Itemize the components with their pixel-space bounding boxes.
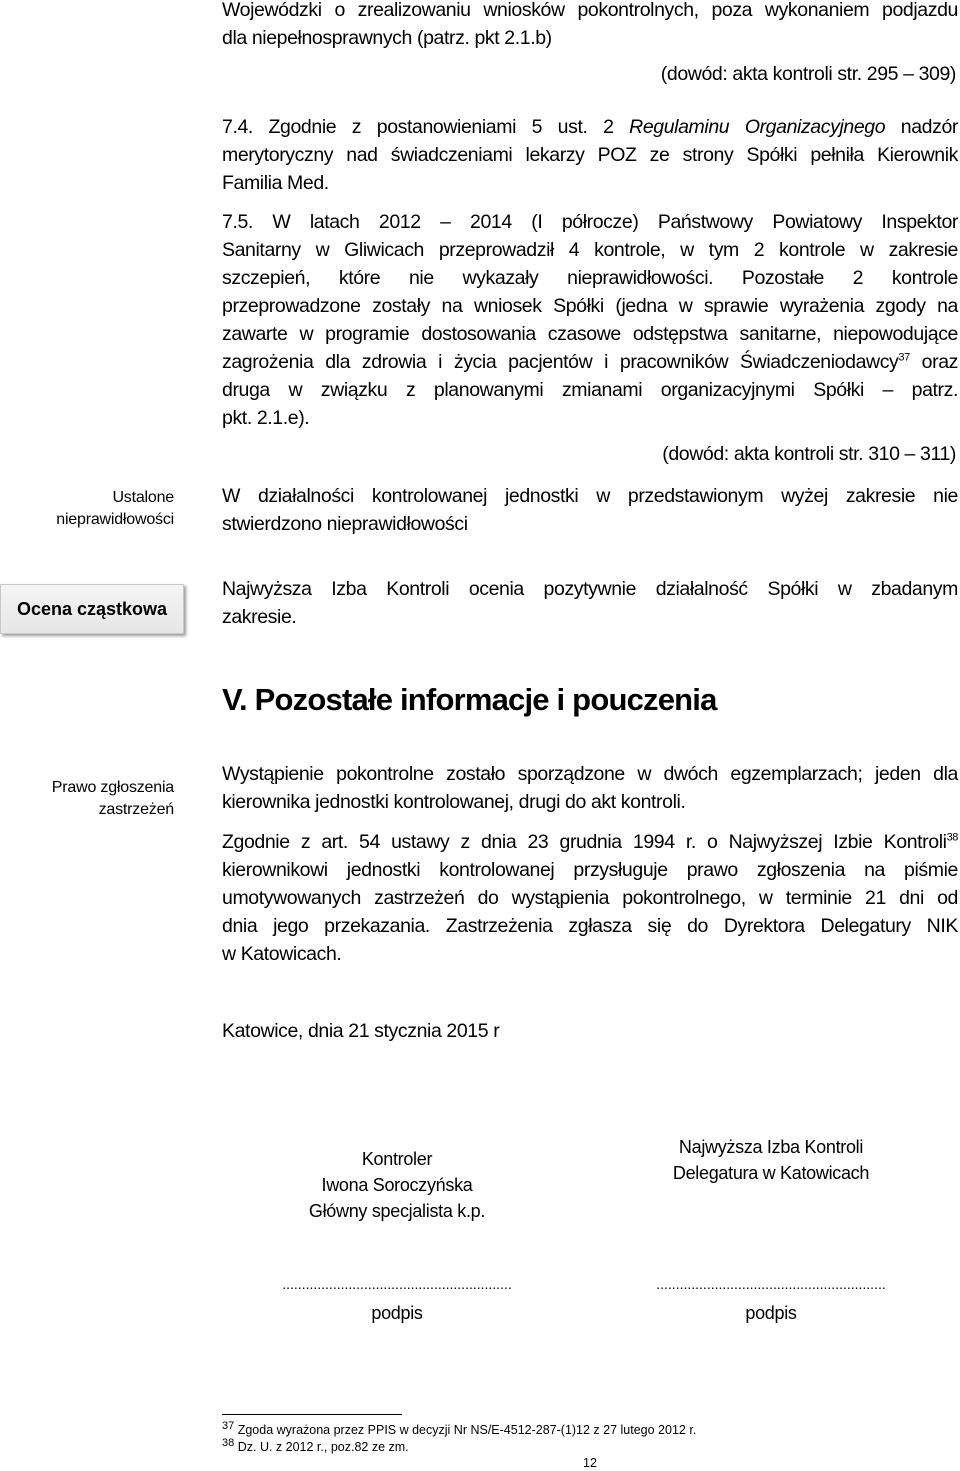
intro-line-1: Wojewódzki o zrealizowaniu wniosków pokontrolnych, poza wykonaniem podjazdu	[222, 0, 958, 21]
signature-caption-left: podpis	[371, 1303, 423, 1323]
footnote-separator	[222, 1414, 402, 1415]
footnote-ref-37: 37	[898, 351, 910, 364]
section5-paragraph-1	[222, 760, 958, 816]
signature-block-left	[256, 1146, 538, 1224]
p75-line-6: zagrożenia dla zdrowia i życia pacjentów i pracowników Świadczeniodawcy$^{37}$ oraz	[222, 351, 958, 373]
assessment-paragraph	[222, 575, 958, 631]
signer-role: Kontroler	[361, 1149, 433, 1169]
page-number: 12	[583, 1456, 597, 1470]
signature-line-right: ...........................................................	[656, 1276, 886, 1292]
signer-name: Iwona Soroczyńska	[321, 1175, 473, 1195]
signature-block-right	[630, 1134, 912, 1186]
signer-title: Główny specjalista k.p.	[308, 1201, 486, 1221]
s5p2-line-3: umotywowanych zastrzeżeń do wystąpienia pokontrolnego, w terminie 21 dni od	[222, 887, 958, 909]
p75-line-1: 7.5. W latach 2012 – 2014 (I półrocze) Państwowy Powiatowy Inspektor	[222, 211, 958, 233]
footnote-38: $^{38}$ Dz. U. z 2012 r., poz.82 ze zm.	[222, 1436, 409, 1454]
org-unit: Delegatura w Katowicach	[672, 1163, 870, 1183]
s5p2-line-5: w Katowicach.	[222, 943, 342, 965]
assessment-line-2: zakresie.	[222, 606, 297, 628]
p75-line-7: druga w związku z planowanymi zmianami organizacyjnymi Spółki – patrz.	[222, 379, 958, 401]
p74-line-2: merytoryczny nad świadczeniami lekarzy POZ ze strony Spółki pełniła Kierownik	[222, 144, 958, 166]
place-date: Katowice, dnia 21 stycznia 2015 r	[222, 1020, 500, 1042]
side-label-irregularities: Ustalone nieprawidłowości	[56, 489, 174, 528]
intro-line-2: dla niepełnosprawnych (patrz. pkt 2.1.b)	[222, 27, 552, 49]
s5p2-line-2: kierownikowi jednostki kontrolowanej przysługuje prawo zgłoszenia na piśmie	[222, 859, 958, 881]
p74-line-3: Familia Med.	[222, 172, 329, 194]
evidence-note-1: (dowód: akta kontroli str. 295 – 309)	[660, 63, 956, 85]
p75-line-4: przeprowadzone zostały na wniosek Spółki (jedna w sprawie wyrażenia zgody na	[222, 295, 958, 317]
signature-caption-right: podpis	[745, 1303, 797, 1323]
footnote-37: $^{37}$ Zgoda wyrażona przez PPIS w decyzji Nr NS/E-4512-287-(1)12 z 27 lutego 2012 r.	[222, 1419, 697, 1437]
side-label-objections: Prawo zgłoszenia zastrzeżeń	[51, 779, 174, 818]
partial-assessment-badge: Ocena cząstkowa	[0, 584, 184, 634]
paragraph-7-4	[222, 113, 958, 197]
s5p1-line-2: kierownika jednostki kontrolowanej, drugi do akt kontroli.	[222, 791, 686, 813]
footnote-ref-38: 38	[946, 831, 958, 844]
s5p1-line-1: Wystąpienie pokontrolne zostało sporządzone w dwóch egzemplarzach; jeden dla	[222, 763, 958, 785]
section5-paragraph-2	[222, 828, 958, 968]
p75-line-2: Sanitarny w Gliwicach przeprowadził 4 kontrole, w tym 2 kontrole w zakresie	[222, 239, 958, 261]
irregularities-line-1: W działalności kontrolowanej jednostki w przedstawionym wyżej zakresie nie	[222, 485, 958, 507]
paragraph-7-5	[222, 208, 958, 432]
s5p2-line-1: Zgodnie z art. 54 ustawy z dnia 23 grudnia 1994 r. o Najwyższej Izbie Kontroli$^{38}$	[222, 831, 958, 853]
irregularities-line-2: stwierdzono nieprawidłowości	[222, 513, 468, 535]
section-heading: V. Pozostałe informacje i pouczenia	[222, 682, 717, 717]
evidence-note-2: (dowód: akta kontroli str. 310 – 311)	[662, 443, 956, 465]
p75-line-3: szczepień, które nie wykazały nieprawidłowości. Pozostałe 2 kontrole	[222, 267, 958, 289]
signature-line-left: ...........................................................	[282, 1276, 512, 1292]
p75-line-8: pkt. 2.1.e).	[222, 407, 310, 429]
org-name: Najwyższa Izba Kontroli	[678, 1137, 864, 1157]
p74-line-1: 7.4. Zgodnie z postanowieniami 5 ust. 2 Regulaminu Organizacyjnego nadzór	[222, 116, 959, 138]
s5p2-line-4: dnia jego przekazania. Zastrzeżenia zgłasza się do Dyrektora Delegatury NIK	[222, 915, 958, 937]
assessment-line-1: Najwyższa Izba Kontroli ocenia pozytywnie działalność Spółki w zbadanym	[222, 578, 958, 600]
irregularities-paragraph	[222, 482, 958, 538]
p75-line-5: zawarte w programie dostosowania czasowe odstępstwa sanitarne, niepowodujące	[222, 323, 958, 345]
intro-paragraph	[222, 0, 958, 52]
